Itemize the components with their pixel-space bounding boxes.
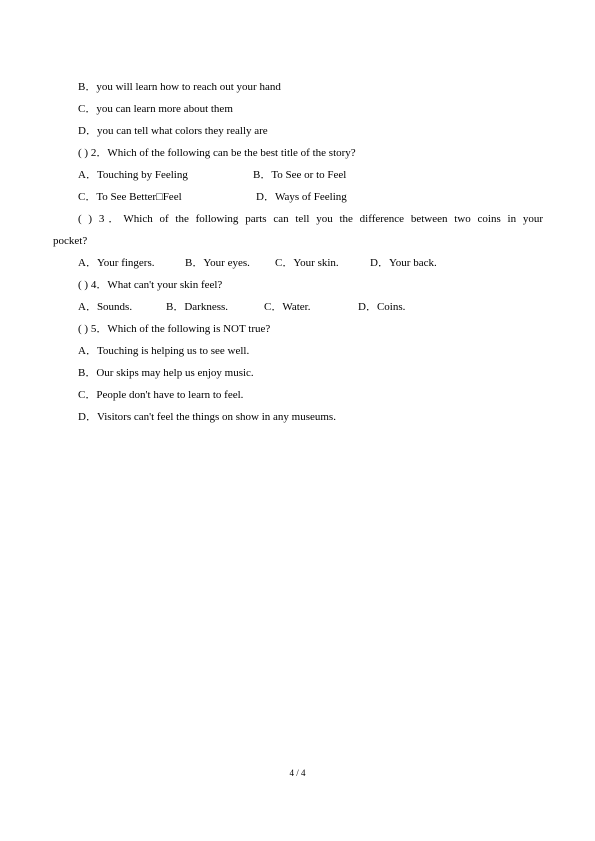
q4-option-c: C．Water. <box>264 301 311 313</box>
q3-option-d: D．Your back. <box>370 257 437 269</box>
q3-option-c: C．Your skin. <box>275 257 339 269</box>
q4-stem: ( ) 4．What can't your skin feel? <box>78 279 223 291</box>
q5-option-b: B．Our skips may help us enjoy music. <box>78 367 254 379</box>
q4-option-a: A．Sounds. <box>78 301 133 313</box>
q5-option-d: D．Visitors can't feel the things on show in any museums. <box>78 411 336 423</box>
q2-option-c: C．To See Better□Feel <box>78 191 182 203</box>
q1-option-c: C．you can learn more about them <box>78 103 233 115</box>
q5-option-c: C．People don't have to learn to feel. <box>78 389 244 401</box>
q1-option-b: B．you will learn how to reach out your hand <box>78 81 281 93</box>
q2-option-d: D．Ways of Feeling <box>256 191 347 203</box>
q5-stem: ( ) 5．Which of the following is NOT true? <box>78 323 271 335</box>
q3-stem-line1: ( ) 3．Which of the following parts can tell you the difference between two coins in your <box>78 213 543 225</box>
q3-stem-line2: pocket? <box>53 235 88 247</box>
q2-option-b: B．To See or to Feel <box>253 169 347 181</box>
page-number: 4 / 4 <box>289 768 306 778</box>
q4-option-b: B．Darkness. <box>166 301 229 313</box>
q2-option-a: A．Touching by Feeling <box>78 169 188 181</box>
q2-stem: ( ) 2．Which of the following can be the best title of the story? <box>78 147 356 159</box>
q4-option-d: D．Coins. <box>358 301 406 313</box>
q3-option-b: B．Your eyes. <box>185 257 250 269</box>
q5-option-a: A．Touching is helping us to see well. <box>78 345 250 357</box>
q1-option-d: D．you can tell what colors they really are <box>78 125 268 137</box>
q3-option-a: A．Your fingers. <box>78 257 155 269</box>
